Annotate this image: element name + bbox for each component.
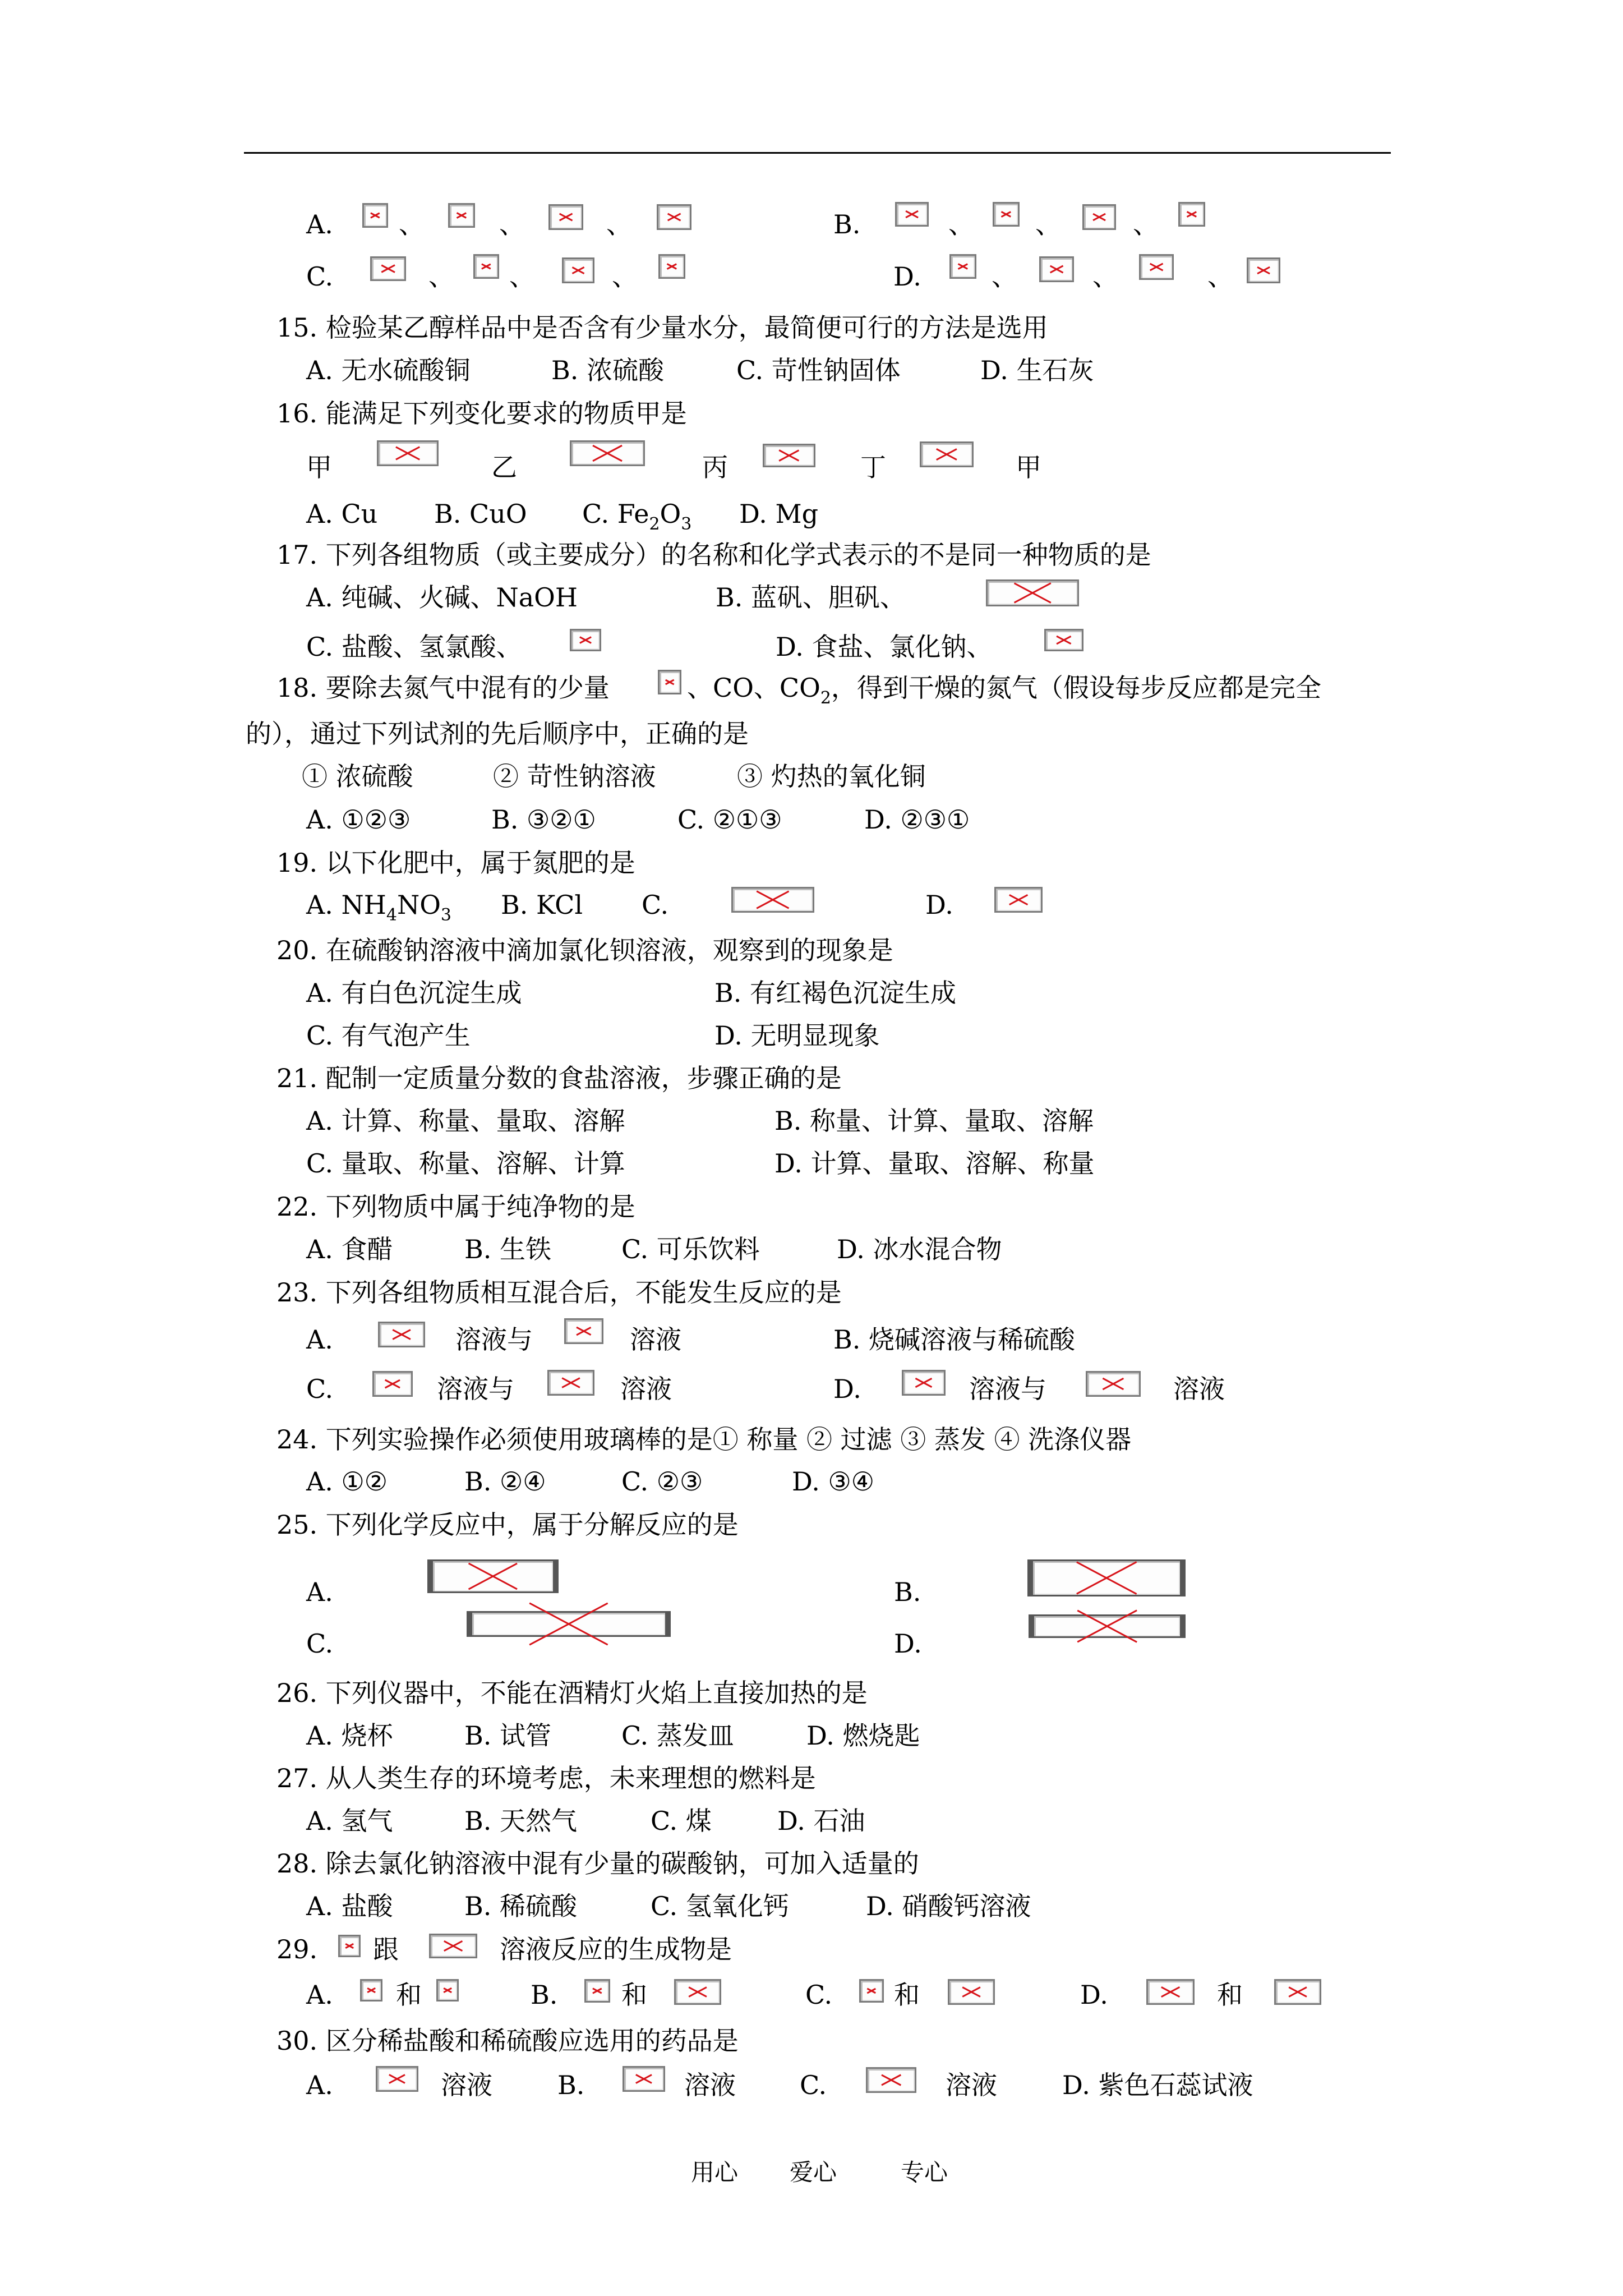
option-c: C. 盐酸、氢氯酸、 bbox=[306, 632, 522, 662]
formula-image bbox=[338, 1935, 361, 1957]
formula-image bbox=[1178, 202, 1205, 227]
footer-text-3: 专心 bbox=[901, 2159, 948, 2186]
option-a: A. ①② bbox=[306, 1466, 388, 1497]
stem-text: 、CO、CO bbox=[687, 673, 820, 703]
option-b: B. 浓硫酸 bbox=[551, 355, 665, 385]
formula-image bbox=[994, 887, 1043, 913]
subscript: 2 bbox=[820, 688, 831, 708]
equation-image bbox=[1027, 1559, 1186, 1596]
formula-image bbox=[1039, 256, 1074, 282]
formula-image bbox=[429, 1934, 477, 1958]
equation-image bbox=[1029, 1614, 1186, 1638]
option-c-text: C. Fe bbox=[582, 499, 649, 529]
reagent-2: ② 苛性钠溶液 bbox=[493, 761, 656, 792]
option-d: D. bbox=[833, 1374, 861, 1404]
option-d: D. bbox=[1080, 1980, 1108, 2010]
formula-image bbox=[986, 579, 1079, 606]
q15-stem: 15. 检验某乙醇样品中是否含有少量水分，最简便可行的方法是选用 bbox=[276, 312, 1048, 343]
option-c: C. 有气泡产生 bbox=[306, 1020, 471, 1051]
option-label: A. bbox=[306, 209, 333, 240]
option-d: D. 硝酸钙溶液 bbox=[866, 1891, 1031, 1921]
option-d: D. 燃烧匙 bbox=[806, 1720, 920, 1751]
option-c: C. 氢氧化钙 bbox=[651, 1891, 789, 1921]
reagent-3: ③ 灼热的氧化铜 bbox=[737, 761, 926, 792]
option-d: D. Mg bbox=[739, 499, 819, 529]
formula-image bbox=[378, 1322, 425, 1347]
q16-stem: 16. 能满足下列变化要求的物质甲是 bbox=[276, 398, 687, 429]
option-a: A. bbox=[306, 2070, 333, 2100]
option-d: D. 冰水混合物 bbox=[837, 1234, 1002, 1264]
formula-image bbox=[448, 203, 475, 228]
separator: 、 bbox=[428, 261, 454, 292]
option-b: B. bbox=[531, 1980, 558, 2010]
q30-stem: 30. 区分稀盐酸和稀硫酸应选用的药品是 bbox=[276, 2026, 739, 2056]
q18-stem-line2: 的），通过下列试剂的先后顺序中，正确的是 bbox=[246, 719, 749, 749]
option-b: B. ②④ bbox=[464, 1466, 546, 1497]
formula-image bbox=[1146, 1979, 1195, 2005]
option-a: A. bbox=[306, 1324, 333, 1355]
option-b: B. 生铁 bbox=[464, 1234, 552, 1264]
option-a: A. Cu bbox=[306, 499, 378, 529]
option-c bbox=[582, 498, 691, 533]
option-label: D. bbox=[893, 261, 921, 292]
question-number: 29. bbox=[276, 1934, 318, 1964]
option-text: 和 bbox=[621, 1980, 647, 2010]
stem-text: 跟 bbox=[373, 1934, 399, 1964]
option-b: B. bbox=[894, 1577, 921, 1607]
option-b: B. CuO bbox=[434, 499, 527, 529]
formula-image bbox=[902, 1370, 946, 1396]
formula-image bbox=[548, 204, 583, 230]
reaction-arrow-image bbox=[920, 441, 974, 467]
option-d: D. 紫色石蕊试液 bbox=[1062, 2070, 1253, 2100]
formula-image bbox=[473, 254, 499, 279]
option-c: C. 量取、称量、溶解、计算 bbox=[306, 1148, 625, 1179]
formula-image bbox=[562, 257, 594, 283]
formula-image bbox=[1082, 204, 1116, 230]
option-d: D. ②③① bbox=[864, 804, 970, 835]
option-b: B. 有红褐色沉淀生成 bbox=[714, 978, 957, 1008]
stem-text bbox=[687, 672, 1321, 707]
separator: 、 bbox=[1133, 209, 1159, 240]
option-b: B. 天然气 bbox=[464, 1806, 578, 1836]
q23-stem: 23. 下列各组物质相互混合后，不能发生反应的是 bbox=[276, 1277, 842, 1308]
substance-label: 乙 bbox=[491, 452, 517, 482]
q27-stem: 27. 从人类生存的环境考虑，未来理想的燃料是 bbox=[276, 1763, 816, 1793]
formula-image bbox=[547, 1370, 594, 1396]
formula-image bbox=[895, 202, 929, 227]
substance-label: 甲 bbox=[1016, 452, 1041, 482]
option-c: C. bbox=[306, 1374, 334, 1404]
substance-label: 丁 bbox=[860, 452, 886, 482]
option-text: 溶液与 bbox=[437, 1374, 514, 1404]
formula-image bbox=[1274, 1979, 1321, 2005]
reaction-arrow-image bbox=[763, 444, 815, 467]
separator: 、 bbox=[499, 209, 525, 240]
option-b: B. ③②① bbox=[491, 804, 596, 835]
option-label: B. bbox=[833, 209, 861, 240]
separator: 、 bbox=[509, 261, 535, 292]
formula-image bbox=[993, 202, 1020, 227]
option-a bbox=[306, 889, 451, 924]
stem-text: 溶液反应的生成物是 bbox=[500, 1934, 732, 1964]
substance-label: 丙 bbox=[702, 452, 728, 482]
option-text: 和 bbox=[1217, 1980, 1243, 2010]
subscript: 3 bbox=[681, 514, 692, 534]
formula-image bbox=[372, 1371, 413, 1397]
subscript: 4 bbox=[386, 905, 397, 925]
option-b: B. 蓝矾、胆矾、 bbox=[716, 582, 906, 613]
formula-image bbox=[658, 254, 685, 279]
formula-image bbox=[1086, 1371, 1141, 1397]
option-c: C. 煤 bbox=[651, 1806, 712, 1836]
footer-text-2: 爱心 bbox=[790, 2159, 837, 2186]
option-text: 溶液 bbox=[441, 2070, 492, 2100]
option-text: 溶液 bbox=[620, 1374, 672, 1404]
separator: 、 bbox=[612, 261, 638, 292]
option-a: A. bbox=[306, 1980, 333, 2010]
option-text: 溶液 bbox=[684, 2070, 736, 2100]
option-d: D. 计算、量取、溶解、称量 bbox=[774, 1148, 1095, 1179]
option-c: C. ②①③ bbox=[677, 804, 782, 835]
option-a: A. 氢气 bbox=[306, 1806, 393, 1836]
option-d: D. 食盐、氯化钠、 bbox=[776, 632, 993, 662]
option-d: D. bbox=[894, 1628, 922, 1659]
separator: 、 bbox=[992, 261, 1017, 292]
formula-image bbox=[1044, 629, 1083, 651]
reagent-1: ① 浓硫酸 bbox=[302, 761, 413, 792]
option-c: C. bbox=[800, 2070, 827, 2100]
option-text: 和 bbox=[894, 1980, 920, 2010]
option-c: C. bbox=[642, 890, 669, 920]
formula-image bbox=[731, 887, 814, 913]
formula-image bbox=[362, 203, 388, 228]
separator: 、 bbox=[399, 209, 425, 240]
option-text: 溶液 bbox=[946, 2070, 997, 2100]
option-text: 溶液与 bbox=[969, 1374, 1046, 1404]
substance-label: 甲 bbox=[306, 452, 332, 482]
option-a: A. 盐酸 bbox=[306, 1891, 393, 1921]
option-a: A. 计算、称量、量取、溶解 bbox=[306, 1106, 625, 1136]
subscript: 2 bbox=[649, 514, 660, 534]
formula-image bbox=[584, 1979, 610, 2003]
q22-stem: 22. 下列物质中属于纯净物的是 bbox=[276, 1191, 635, 1222]
option-b: B. 试管 bbox=[464, 1720, 552, 1751]
option-text: 溶液 bbox=[1173, 1374, 1225, 1404]
option-a-text: A. NH bbox=[306, 890, 386, 920]
option-c: C. 可乐饮料 bbox=[621, 1234, 760, 1264]
q26-stem: 26. 下列仪器中，不能在酒精灯火焰上直接加热的是 bbox=[276, 1678, 868, 1708]
option-d: D. 生石灰 bbox=[980, 355, 1094, 385]
option-c-text: O bbox=[660, 499, 681, 529]
formula-image bbox=[360, 1979, 382, 2001]
separator: 、 bbox=[948, 209, 974, 240]
formula-image bbox=[623, 2066, 665, 2092]
option-a: A. 无水硫酸铜 bbox=[306, 355, 471, 385]
stem-text: ，得到干燥的氮气（假设每步反应都是完全 bbox=[831, 673, 1321, 703]
option-c: C. 蒸发皿 bbox=[621, 1720, 734, 1751]
option-c: C. bbox=[805, 1980, 833, 2010]
formula-image bbox=[1139, 254, 1174, 280]
option-d: D. ③④ bbox=[792, 1466, 874, 1497]
q20-stem: 20. 在硫酸钠溶液中滴加氯化钡溶液，观察到的现象是 bbox=[276, 935, 893, 965]
option-b: B. 烧碱溶液与稀硫酸 bbox=[833, 1324, 1076, 1355]
option-b: B. KCl bbox=[501, 890, 583, 920]
formula-image bbox=[1247, 257, 1280, 283]
option-a: A. 食醋 bbox=[306, 1234, 393, 1264]
reaction-arrow-image bbox=[570, 440, 645, 466]
option-a: A. 纯碱、火碱、NaOH bbox=[306, 582, 578, 613]
q28-stem: 28. 除去氯化钠溶液中混有少量的碳酸钠，可加入适量的 bbox=[276, 1848, 919, 1879]
formula-image bbox=[658, 670, 681, 694]
option-c: C. 苛性钠固体 bbox=[736, 355, 901, 385]
option-d: D. 石油 bbox=[777, 1806, 865, 1836]
option-b: B. bbox=[557, 2070, 585, 2100]
formula-image bbox=[949, 254, 976, 279]
q19-stem: 19. 以下化肥中，属于氮肥的是 bbox=[276, 848, 635, 878]
reaction-arrow-image bbox=[377, 440, 439, 466]
formula-image bbox=[866, 2067, 916, 2093]
separator: 、 bbox=[1092, 261, 1118, 292]
footer-text-1: 用心 bbox=[691, 2159, 739, 2186]
formula-image bbox=[859, 1979, 884, 2003]
option-a: A. ①②③ bbox=[306, 804, 411, 835]
q17-stem: 17. 下列各组物质（或主要成分）的名称和化学式表示的不是同一种物质的是 bbox=[276, 540, 1151, 570]
formula-image bbox=[370, 256, 406, 281]
subscript: 3 bbox=[440, 905, 451, 925]
formula-image bbox=[948, 1979, 995, 2005]
option-a-text: NO bbox=[396, 890, 441, 920]
q21-stem: 21. 配制一定质量分数的食盐溶液，步骤正确的是 bbox=[276, 1063, 842, 1093]
option-c: C. ②③ bbox=[621, 1466, 703, 1497]
option-text: 溶液与 bbox=[455, 1324, 533, 1355]
separator: 、 bbox=[1035, 209, 1061, 240]
stem-text: 18. 要除去氮气中混有的少量 bbox=[276, 673, 610, 703]
formula-image bbox=[674, 1979, 721, 2005]
option-text: 和 bbox=[396, 1980, 422, 2010]
q24-stem: 24. 下列实验操作必须使用玻璃棒的是① 称量 ② 过滤 ③ 蒸发 ④ 洗涤仪器 bbox=[276, 1424, 1132, 1455]
separator: 、 bbox=[1207, 261, 1233, 292]
option-a: A. bbox=[306, 1577, 333, 1607]
option-d: D. bbox=[925, 890, 953, 920]
option-a: A. 烧杯 bbox=[306, 1720, 393, 1751]
formula-image bbox=[657, 204, 691, 230]
formula-image bbox=[564, 1318, 603, 1344]
option-a: A. 有白色沉淀生成 bbox=[306, 978, 522, 1008]
equation-image bbox=[467, 1611, 671, 1637]
option-b: B. 稀硫酸 bbox=[464, 1891, 578, 1921]
option-text: 溶液 bbox=[630, 1324, 681, 1355]
q25-stem: 25. 下列化学反应中，属于分解反应的是 bbox=[276, 1510, 739, 1540]
equation-image bbox=[427, 1559, 559, 1593]
formula-image bbox=[376, 2066, 418, 2092]
header-rule bbox=[244, 152, 1391, 154]
option-d: D. 无明显现象 bbox=[714, 1020, 880, 1051]
formula-image bbox=[570, 629, 601, 651]
option-label: C. bbox=[306, 261, 334, 292]
separator: 、 bbox=[606, 209, 632, 240]
option-c: C. bbox=[306, 1628, 334, 1659]
option-b: B. 称量、计算、量取、溶解 bbox=[774, 1106, 1094, 1136]
formula-image bbox=[436, 1979, 459, 2001]
